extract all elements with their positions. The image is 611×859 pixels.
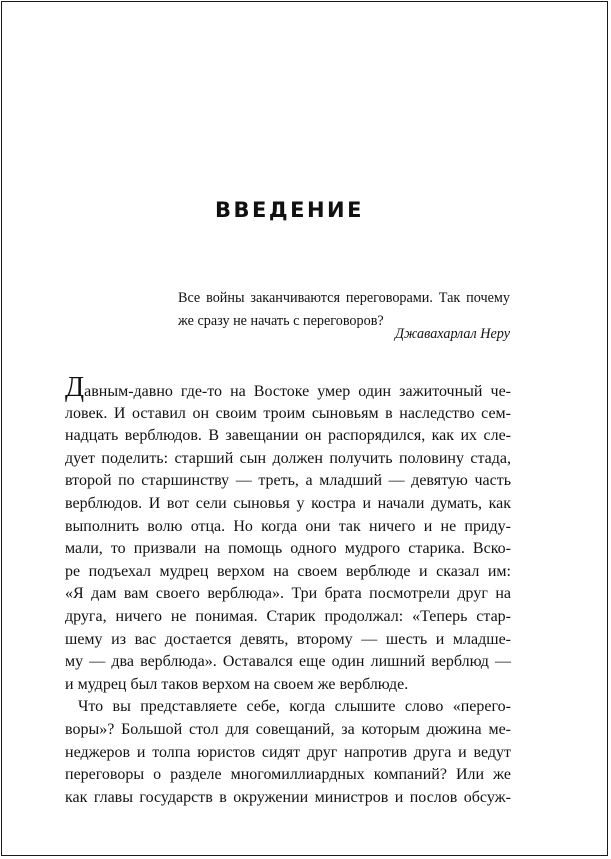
body-line-first [65, 372, 511, 403]
body-line: Что вы представляете себе, когда слышите слово «перего- [78, 698, 511, 716]
body-line: дует поделить: старший сын должен получить половину стада, [65, 449, 511, 467]
body-line: переговоры о разделе многомиллиардных компаний? Или же [65, 766, 511, 784]
body-line: ре подъехал мудрец верхом на своем верблюде и сказал им: [65, 562, 511, 580]
epigraph-line: Все войны заканчиваются переговорами. Так почему [178, 290, 510, 306]
chapter-title: ВВЕДЕНИЕ [215, 198, 364, 222]
body-line: неджеров и толпа юристов сидят друг напротив друга и ведут [65, 743, 511, 761]
body-line: как главы государств в окружении министров и послов обсуж- [65, 788, 511, 806]
body-line: и мудрец был таков верхом на своем же верблюде. [65, 675, 409, 693]
body-line: верблюдов. И вот сели сыновья у костра и начали думать, как [65, 494, 511, 512]
body-line: мали, то призвали на помощь одного мудрого старика. Вско- [65, 540, 511, 558]
body-text [65, 372, 511, 809]
drop-cap: Д [65, 372, 85, 403]
body-line: выполнить волю отца. Но когда они так ничего и не приду- [65, 517, 511, 535]
body-line: «Я дам вам своего верблюда». Три брата посмотрели друг на [65, 585, 511, 603]
body-line: шему из вас достается девять, второму — шесть и младше- [65, 630, 511, 648]
book-page [1, 1, 608, 856]
body-line: второй по старшинству — треть, а младший — девятую часть [65, 472, 511, 490]
epigraph-line: же сразу не начать с переговоров? [178, 312, 384, 329]
body-line: ловек. И оставил он своим троим сыновьям в наследство сем- [65, 404, 511, 422]
epigraph-author: Джавахарлал Неру [395, 326, 510, 342]
body-line: надцать верблюдов. В завещании он распорядился, как их сле- [65, 427, 511, 445]
body-line: друга, ничего не понимая. Старик продолжал: «Теперь стар- [65, 607, 511, 625]
first-line-text: авным-давно где-то на Востоке умер один зажиточный че- [84, 383, 511, 400]
body-line: воры»? Большой стол для совещаний, за которым дюжина ме- [65, 720, 511, 738]
body-line: му — два верблюда». Оставался еще один лишний верблюд — [65, 653, 511, 671]
